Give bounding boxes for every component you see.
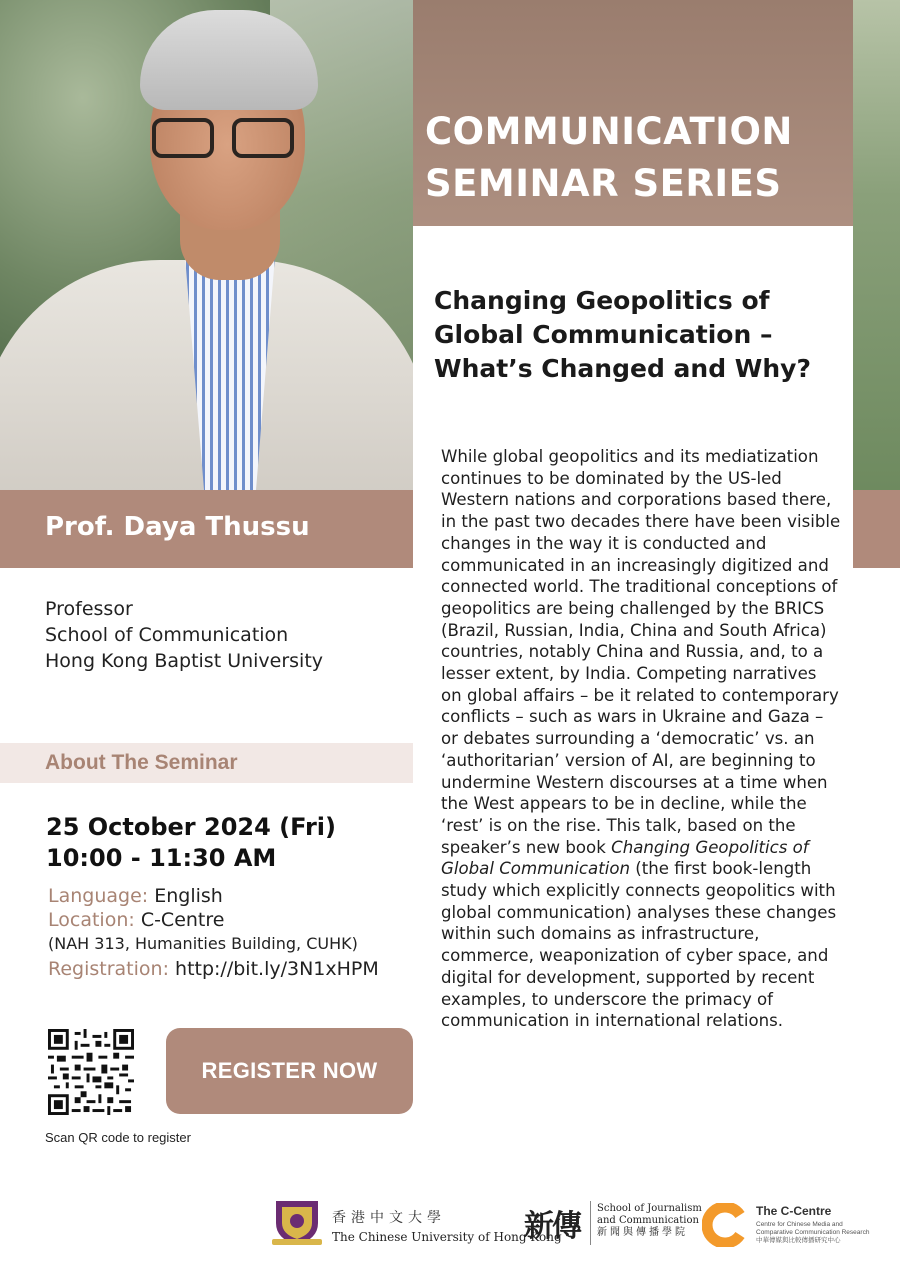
sjc-english-line2: and Communication: [597, 1215, 699, 1226]
sponsor-logos: [270, 1195, 870, 1255]
speaker-title: Professor: [45, 598, 133, 620]
abstract-part1: While global geopolitics and its mediatization continues to be dominated by the US-led Western nations and corporations based there, in the past two decades there have been visible changes in the way it is conducted and communicated in an increasingly digitized and connected world. The traditional conceptions of geopolitics are being challenged by the BRICS (Brazil, Russian, India, China and South Africa) countries, notably China and Russia, and, to a lesser extent, by India. Competing narratives on global affairs – be it related to contemporary conflicts – such as wars in Ukraine and Gaza – or debates surrounding a ‘democratic’ vs. an ‘authoritarian’ version of AI, are beginning to undermine Western discourses at a time when the West appears to be in decline, while the ‘rest’ is on the rise. This talk, based on the speaker’s new book: [441, 447, 841, 857]
event-date: 25 October 2024 (Fri): [46, 813, 337, 841]
registration-row: [48, 957, 379, 981]
sjc-divider: [590, 1201, 591, 1245]
sjc-chinese-name: 新聞與傳播學院: [597, 1227, 688, 1238]
location-row: [48, 908, 224, 932]
qr-code[interactable]: [48, 1029, 134, 1115]
speaker-name-bar: [0, 490, 413, 568]
accent-strip: [853, 490, 900, 568]
qr-caption: Scan QR code to register: [45, 1130, 191, 1145]
speaker-institution: Hong Kong Baptist University: [45, 650, 324, 672]
sjc-english-line1: School of Journalism: [597, 1203, 702, 1214]
cuhk-crest-icon: [270, 1197, 324, 1247]
cuhk-chinese-name: 香港中文大學: [332, 1210, 446, 1226]
book-title: Changing Geopolitics of Global Communication: [441, 837, 809, 879]
location-label: Location:: [48, 909, 135, 931]
location-detail: (NAH 313, Humanities Building, CUHK): [48, 934, 358, 953]
location-value: C-Centre: [140, 909, 225, 931]
ccentre-line2: Comparative Communication Research: [756, 1229, 870, 1236]
language-row: [48, 884, 223, 908]
sjc-name: [597, 1203, 702, 1239]
language-value: English: [154, 885, 223, 907]
series-title-line2: SEMINAR SERIES: [425, 162, 782, 205]
ccentre-name: The C-Centre: [756, 1204, 832, 1218]
ccentre-logo-icon: [702, 1203, 746, 1247]
language-label: Language:: [48, 885, 149, 907]
speaker-name: Prof. Daya Thussu: [45, 512, 310, 542]
seminar-abstract: [441, 446, 841, 1032]
ccentre-name-block: [756, 1204, 869, 1245]
seminar-topic: Changing Geopolitics of Global Communication – What’s Changed and Why?: [434, 286, 811, 383]
background-strip: [853, 0, 900, 490]
ccentre-chinese-name: 中華傳媒與比較傳播研究中心: [756, 1237, 841, 1244]
speaker-photo: [0, 0, 413, 490]
event-time: 10:00 - 11:30 AM: [46, 844, 277, 872]
ccentre-line1: Centre for Chinese Media and: [756, 1221, 843, 1228]
abstract-part2: (the first book-length study which explicitly connects geopolitics with global communication) analyses these changes within such domains as infrastructure, commerce, weaponization of cyber space, and digital for development, supported by recent examples, to underscore the primacy of communication in international relations.: [441, 859, 837, 1031]
speaker-department: School of Communication: [45, 624, 289, 646]
series-title-block: [413, 0, 853, 226]
cuhk-english-name: The Chinese University of Hong Kong: [332, 1230, 562, 1244]
register-now-button[interactable]: REGISTER NOW: [166, 1028, 413, 1114]
sjc-logo-mark: 新傳: [524, 1209, 580, 1244]
series-title-line1: COMMUNICATION: [425, 110, 793, 153]
registration-label: Registration:: [48, 958, 169, 980]
registration-link[interactable]: http://bit.ly/3N1xHPM: [175, 958, 379, 980]
about-heading-bar: [0, 743, 413, 783]
about-heading: About The Seminar: [45, 751, 238, 774]
